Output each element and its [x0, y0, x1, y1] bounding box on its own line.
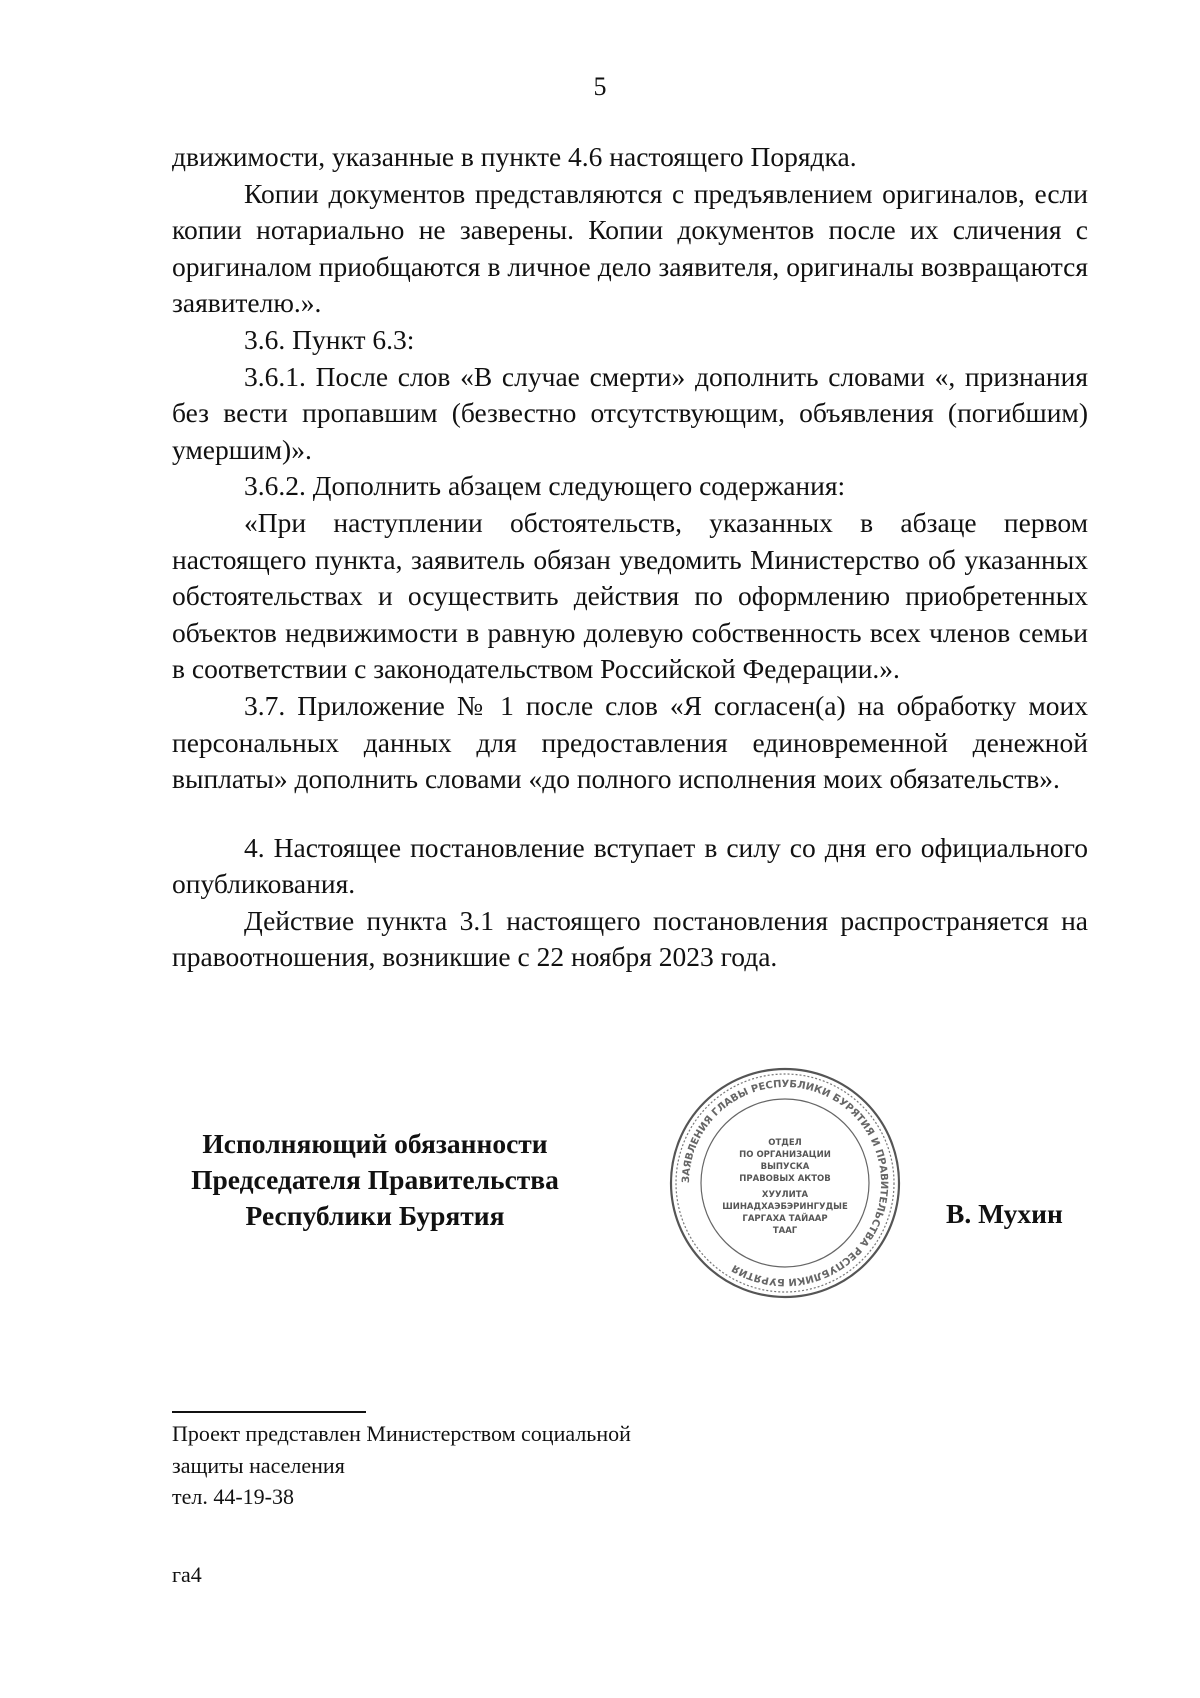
paragraph: «При наступлении обстоятельств, указанных в абзаце первом настоящего пункта, заявитель обязан уведомить Министерство об указанных обстоятельствах и осуществить действия по оформлению приобретенных объектов недвижимости в равную долевую собственность всех членов семьи в соответствии с законодательством Российской Федерации.».	[172, 506, 1088, 685]
signatory-title	[160, 1126, 590, 1234]
seal-center-line: ПРАВОВЫХ АКТОВ	[739, 1174, 831, 1184]
footer-note-line: тел. 44-19-38	[172, 1484, 295, 1509]
signatory-title-line: Председателя Правительства	[191, 1164, 559, 1195]
paragraph: 3.7. Приложение № 1 после слов «Я согласен(а) на обработку моих персональных данных для предоставления единовременной денежной выплаты» дополнить словами «до полного исполнения моих обязательств».	[172, 689, 1088, 795]
paragraph: движимости, указанные в пункте 4.6 настоящего Порядка.	[172, 141, 857, 172]
paragraph: 4. Настоящее постановление вступает в силу со дня его официального опубликования.	[172, 831, 1088, 900]
paragraph: 3.6. Пункт 6.3:	[244, 323, 415, 355]
seal-outer-text: ЗАЯВЛЕНИЯ ГЛАВЫ РЕСПУБЛИКИ БУРЯТИЯ И ПРАВИТЕЛЬСТВА РЕСПУБЛИКИ БУРЯТИЯ	[680, 1078, 890, 1288]
paragraph: 3.6.2. Дополнить абзацем следующего содержания:	[244, 470, 846, 502]
official-seal-stamp	[667, 1065, 903, 1301]
footer-note-line: Проект представлен Министерством социальной	[172, 1421, 631, 1446]
document-body	[172, 139, 1088, 976]
seal-center-line: ГАРГАХА ТАЙААР	[742, 1214, 828, 1224]
seal-center-line: ПО ОРГАНИЗАЦИИ	[739, 1150, 831, 1160]
seal-center-line: ТААГ	[772, 1226, 798, 1236]
seal-center-line: ШИНАДХАЭБЭРИНГУДЫЕ	[722, 1202, 848, 1212]
document-code: га4	[172, 1562, 202, 1587]
signatory-name: В. Мухин	[946, 1198, 1063, 1229]
seal-center-line: ОТДЕЛ	[768, 1138, 802, 1148]
signatory-title-line: Исполняющий обязанности	[202, 1128, 548, 1159]
footer-note	[172, 1418, 631, 1513]
seal-center-line: ВЫПУСКА	[760, 1162, 810, 1172]
paragraph: 3.6.1. После слов «В случае смерти» дополнить словами «, признания без вести пропавшим (безвестно отсутствующим, объявления (погибшим) умершим)».	[172, 360, 1088, 465]
footnote-divider	[172, 1411, 366, 1413]
paragraph: Копии документов представляются с предъявлением оригиналов, если копии нотариально не заверены. Копии документов после их сличения с оригиналом приобщаются в личное дело заявителя, оригиналы возвращаются заявителю.».	[172, 177, 1088, 319]
signatory-title-line: Республики Бурятия	[245, 1200, 505, 1231]
seal-center-line: ХУУЛИТА	[761, 1190, 809, 1200]
paragraph: Действие пункта 3.1 настоящего постановления распространяется на правоотношения, возникшие с 22 ноября 2023 года.	[172, 904, 1088, 973]
page-number: 5	[593, 72, 607, 101]
footer-note-line: защиты населения	[172, 1452, 345, 1478]
